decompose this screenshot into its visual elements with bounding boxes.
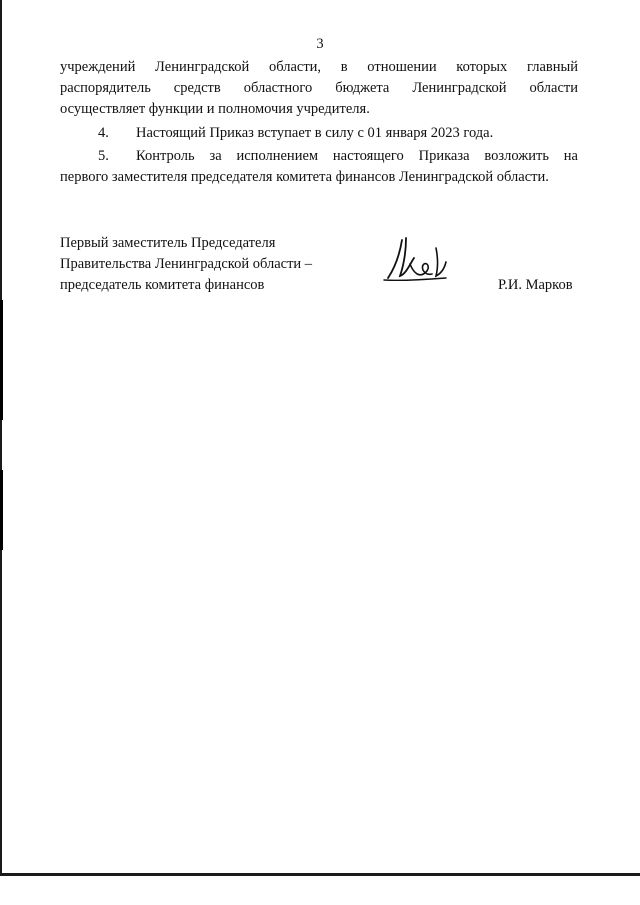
list-item	[60, 123, 578, 144]
paragraph-line: учреждений Ленинградской области, в отношении которых главный	[60, 59, 578, 75]
paragraph-line: осуществляет функции и полномочия учредителя.	[60, 101, 370, 117]
continuation-paragraph	[60, 57, 578, 120]
list-item-line: первого заместителя председателя комитета финансов Ленинградской области.	[60, 169, 549, 185]
list-item-text: Настоящий Приказ вступает в силу с 01 января 2023 года.	[136, 125, 494, 141]
signatory-position-line: Правительства Ленинградской области –	[60, 256, 313, 272]
list-item-line	[60, 146, 578, 167]
paragraph-line: распорядитель средств областного бюджета Ленинградской области	[60, 80, 578, 96]
signatory-position-line: Первый заместитель Председателя	[60, 235, 276, 251]
list-item-number: 4.	[98, 125, 109, 141]
scan-left-edge-mark	[0, 300, 3, 420]
page-number: 3	[316, 36, 324, 52]
scan-left-edge-mark	[0, 470, 3, 550]
scan-bottom-edge	[0, 873, 640, 876]
list-item-text: Контроль за исполнением настоящего Приказа возложить на	[136, 148, 578, 164]
signatory-position-line: председатель комитета финансов	[60, 277, 265, 293]
scan-left-edge	[0, 0, 2, 875]
signatory-name: Р.И. Марков	[498, 277, 573, 293]
handwritten-signature	[380, 234, 456, 286]
list-item	[60, 146, 578, 188]
list-item-number: 5.	[98, 148, 109, 164]
list-item-line	[60, 123, 578, 144]
signatory-position	[60, 233, 360, 296]
